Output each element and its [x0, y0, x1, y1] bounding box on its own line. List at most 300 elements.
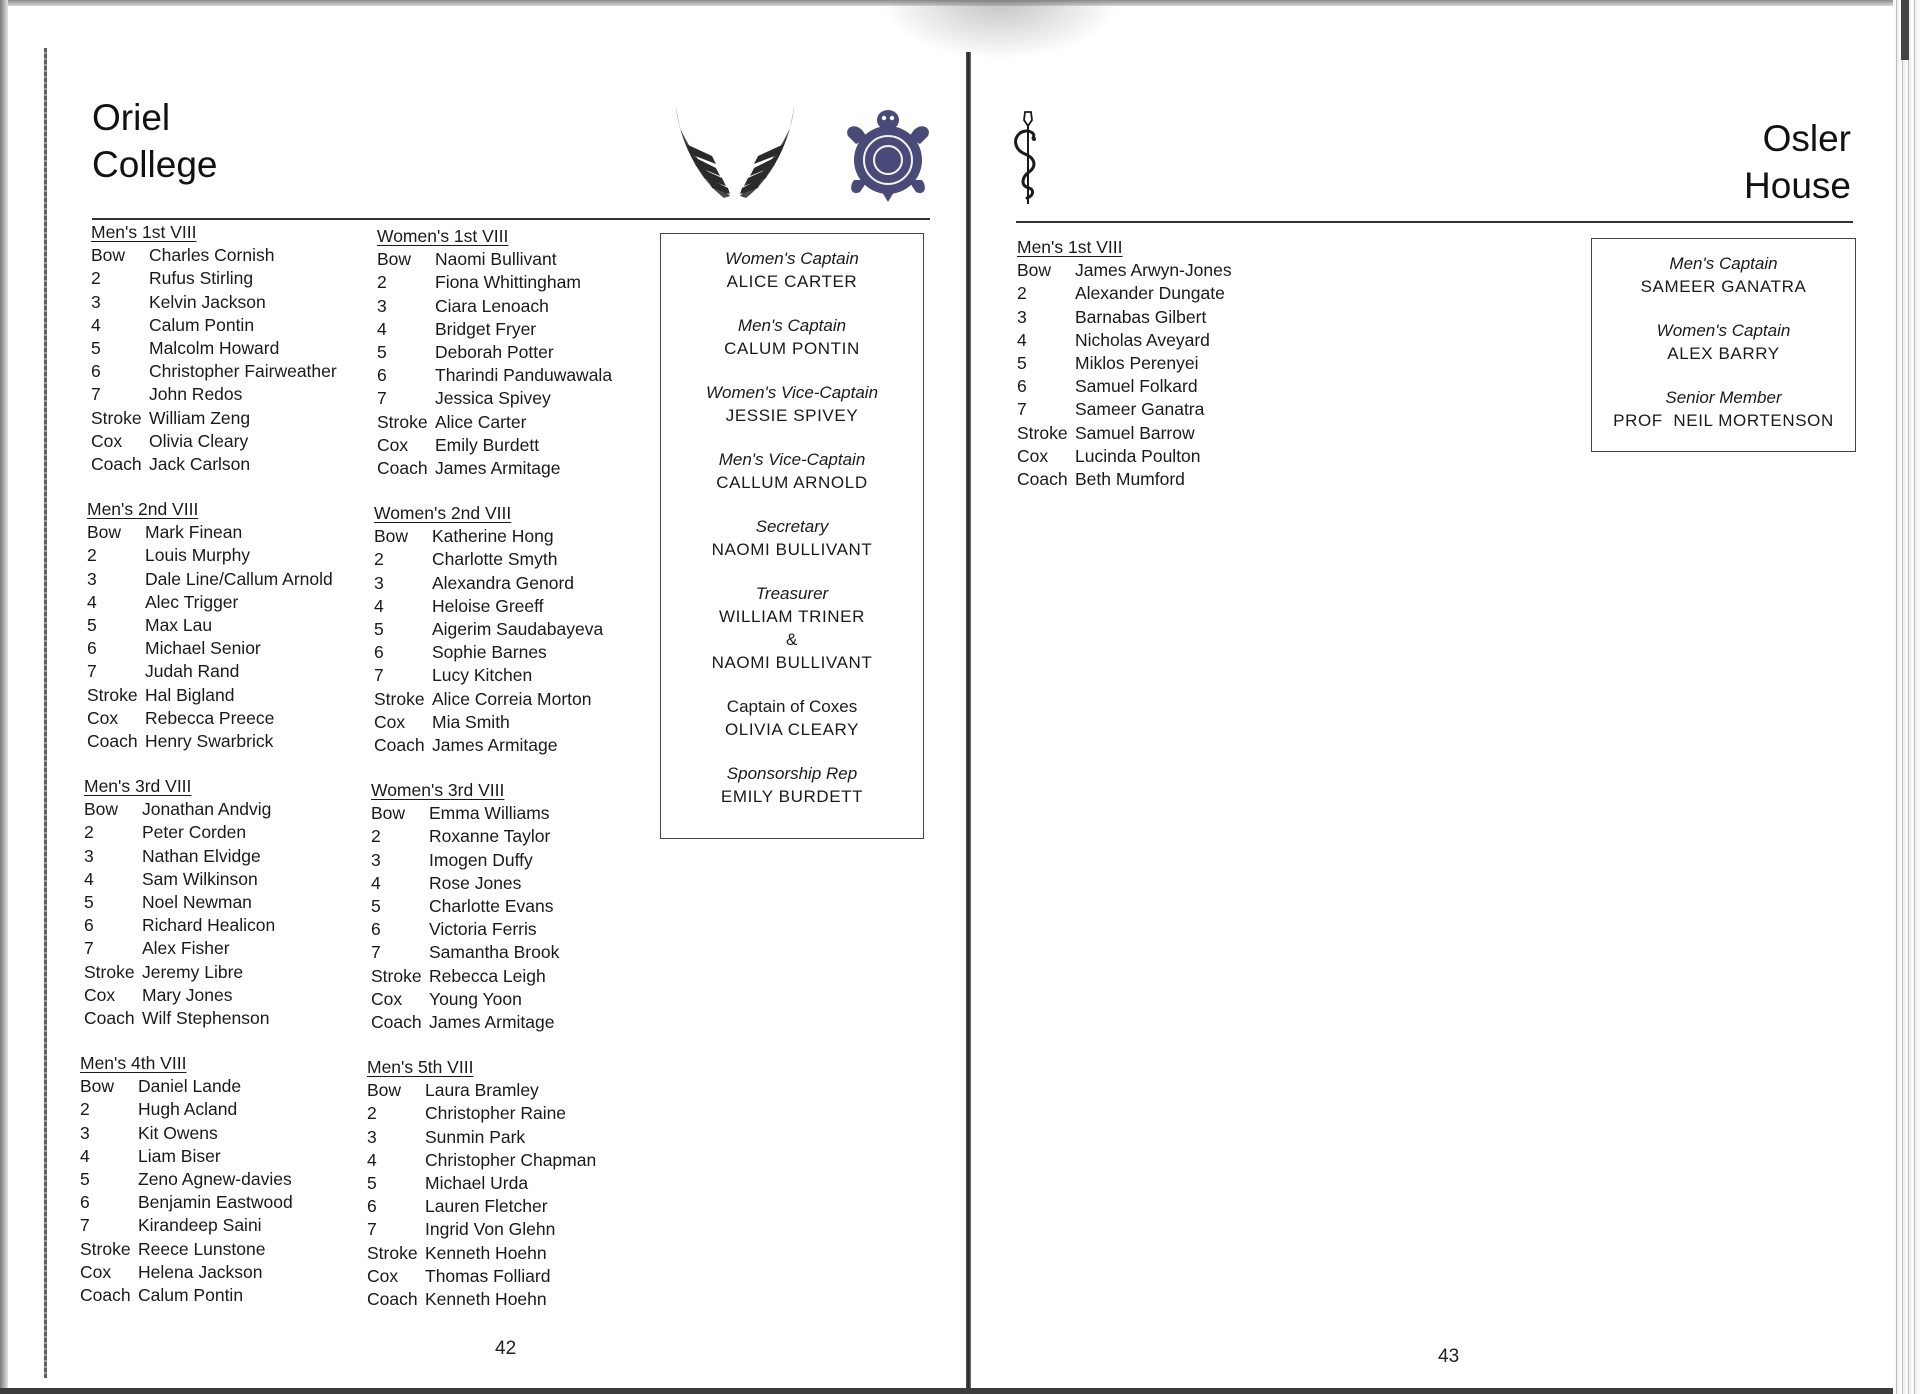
officer-name: NAOMI BULLIVANT — [711, 540, 873, 559]
officers-box — [1591, 238, 1856, 452]
crew-row — [84, 984, 275, 1007]
rower-name: Aigerim Saudabayeva — [432, 619, 604, 640]
officer-name: EMILY BURDETT — [720, 787, 864, 806]
officer-entry — [1592, 252, 1855, 298]
crew-row — [374, 711, 603, 734]
rower-name: Alice Carter — [435, 411, 527, 432]
rower-name: Henry Swarbrick — [145, 731, 274, 752]
crew-row — [1017, 352, 1232, 375]
rower-name: Benjamin Eastwood — [138, 1192, 293, 1213]
crew-womens-3rd-viii — [371, 779, 559, 1034]
rower-name: Mary Jones — [142, 984, 233, 1005]
rower-name: Helena Jackson — [138, 1261, 263, 1282]
crew-row — [374, 641, 603, 664]
crew-row — [84, 1007, 275, 1030]
crew-row — [377, 364, 612, 387]
rower-name: Bridget Fryer — [435, 318, 537, 339]
rower-name: Reece Lunstone — [138, 1238, 266, 1259]
crew-row — [91, 360, 337, 383]
crew-row — [367, 1126, 596, 1149]
seat-label: Cox — [374, 711, 406, 732]
rower-name: Hal Bigland — [145, 684, 235, 705]
crew-row — [91, 407, 337, 430]
crew-mens-1st-viii — [1017, 236, 1232, 491]
rower-name: Emily Burdett — [435, 434, 540, 455]
officer-name: ALICE CARTER — [726, 272, 858, 291]
crew-mens-4th-viii — [80, 1052, 293, 1307]
crew-row — [1017, 468, 1232, 491]
seat-label: Bow — [374, 526, 409, 547]
rower-name: Barnabas Gilbert — [1075, 306, 1207, 327]
seat-label: 3 — [84, 845, 94, 866]
rower-name: Rose Jones — [429, 872, 522, 893]
rod-of-asclepius-icon — [1011, 110, 1045, 206]
page-stack-edge — [1893, 0, 1920, 1394]
crew-heading: Women's 3rd VIII — [371, 780, 505, 800]
crew-row — [80, 1238, 293, 1261]
crew-row — [87, 614, 333, 637]
officer-entry — [661, 762, 923, 808]
rower-name: Charlotte Evans — [429, 896, 554, 917]
crew-row — [371, 988, 559, 1011]
title-line-2: House — [1744, 165, 1851, 206]
officer-entry — [1592, 319, 1855, 365]
seat-label: 5 — [84, 892, 94, 913]
seat-label: Coach — [367, 1289, 418, 1310]
crew-row — [91, 430, 337, 453]
title-divider — [92, 218, 930, 220]
crew-row — [84, 937, 275, 960]
seat-label: Bow — [377, 249, 412, 270]
seat-label: Coach — [374, 735, 425, 756]
rower-name: Charlotte Smyth — [432, 549, 558, 570]
crew-mens-2nd-viii — [87, 498, 333, 753]
crew-mens-1st-viii — [91, 221, 337, 476]
rower-name: Daniel Lande — [138, 1076, 242, 1097]
crew-row — [371, 825, 559, 848]
crew-row — [84, 891, 275, 914]
crew-row — [80, 1284, 293, 1307]
seat-label: 6 — [87, 638, 97, 659]
rower-name: Lauren Fletcher — [425, 1196, 548, 1217]
seat-label: 7 — [371, 942, 381, 963]
officer-role: Men's Captain — [1669, 254, 1778, 273]
seat-label: 3 — [87, 568, 97, 589]
seat-label: 4 — [374, 595, 384, 616]
rower-name: Rebecca Leigh — [429, 965, 546, 986]
crew-row — [374, 525, 603, 548]
seat-label: Stroke — [91, 407, 142, 428]
crew-row — [367, 1242, 596, 1265]
seat-label: 3 — [374, 572, 384, 593]
rower-name: John Redos — [149, 384, 243, 405]
rower-name: Jonathan Andvig — [142, 799, 272, 820]
crew-row — [84, 821, 275, 844]
crew-row — [374, 688, 603, 711]
seat-label: Cox — [371, 988, 403, 1009]
seat-label: 2 — [87, 545, 97, 566]
crew-row — [377, 271, 612, 294]
officer-entry — [1592, 386, 1855, 432]
crew-heading: Men's 1st VIII — [1017, 237, 1123, 257]
seat-label: 4 — [367, 1149, 377, 1170]
seat-label: Coach — [371, 1012, 422, 1033]
crew-row — [377, 295, 612, 318]
rower-name: Young Yoon — [429, 988, 522, 1009]
officer-role: Women's Captain — [1656, 321, 1791, 340]
rower-name: Samantha Brook — [429, 942, 560, 963]
seat-label: Bow — [91, 245, 126, 266]
crew-row — [91, 291, 337, 314]
rower-name: Christopher Raine — [425, 1103, 567, 1124]
crew-heading: Men's 4th VIII — [80, 1053, 187, 1073]
rower-name: Sunmin Park — [425, 1126, 526, 1147]
crew-row — [91, 314, 337, 337]
crew-row — [377, 434, 612, 457]
officer-role: Secretary — [755, 517, 829, 536]
seat-label: 7 — [377, 388, 387, 409]
seat-label: 4 — [371, 872, 381, 893]
seat-label: 5 — [371, 896, 381, 917]
crew-row — [1017, 306, 1232, 329]
rower-name: Lucinda Poulton — [1075, 445, 1201, 466]
crew-row — [80, 1122, 293, 1145]
seat-label: 2 — [84, 822, 94, 843]
rower-name: Ingrid Von Glehn — [425, 1219, 556, 1240]
crew-row — [367, 1079, 596, 1102]
seat-label: Coach — [1017, 469, 1068, 490]
rower-name: Richard Healicon — [142, 915, 276, 936]
seat-label: 4 — [84, 868, 94, 889]
seat-label: 7 — [87, 661, 97, 682]
seat-label: 2 — [80, 1099, 90, 1120]
rower-name: Wilf Stephenson — [142, 1008, 270, 1029]
seat-label: Bow — [87, 522, 122, 543]
crew-row — [84, 798, 275, 821]
crew-row — [374, 572, 603, 595]
crew-row — [371, 918, 559, 941]
crew-row — [87, 521, 333, 544]
officer-role: Captain of Coxes — [726, 697, 858, 716]
rower-name: Kit Owens — [138, 1122, 218, 1143]
officer-entry — [661, 582, 923, 674]
seat-label: 7 — [84, 938, 94, 959]
rower-name: Laura Bramley — [425, 1080, 539, 1101]
seat-label: 2 — [377, 272, 387, 293]
crew-row — [84, 961, 275, 984]
crew-row — [371, 872, 559, 895]
crew-row — [1017, 282, 1232, 305]
crew-row — [91, 383, 337, 406]
crew-row — [87, 591, 333, 614]
crew-mens-5th-viii — [367, 1056, 596, 1311]
crew-row — [1017, 259, 1232, 282]
seat-label: Bow — [1017, 260, 1052, 281]
crew-row — [87, 684, 333, 707]
rower-name: Katherine Hong — [432, 526, 554, 547]
officer-name: JESSIE SPIVEY — [725, 406, 859, 425]
seat-label: 4 — [377, 318, 387, 339]
seat-label: 2 — [91, 268, 101, 289]
seat-label: Cox — [87, 707, 119, 728]
seat-label: Coach — [87, 731, 138, 752]
crew-row — [1017, 329, 1232, 352]
rower-name: Sameer Ganatra — [1075, 399, 1205, 420]
officer-role: Men's Vice-Captain — [718, 450, 866, 469]
rower-name: Deborah Potter — [435, 342, 554, 363]
seat-label: Bow — [84, 799, 119, 820]
rower-name: Zeno Agnew-davies — [138, 1169, 292, 1190]
seat-label: Bow — [371, 803, 406, 824]
crew-heading: Men's 1st VIII — [91, 222, 197, 242]
rower-name: Roxanne Taylor — [429, 826, 551, 847]
seat-label: Stroke — [371, 965, 422, 986]
rower-name: Alex Fisher — [142, 938, 230, 959]
rower-name: Alexander Dungate — [1075, 283, 1225, 304]
rower-name: Thomas Folliard — [425, 1265, 551, 1286]
seat-label: 7 — [80, 1215, 90, 1236]
seat-label: Cox — [84, 984, 116, 1005]
crew-row — [371, 849, 559, 872]
rower-name: Alexandra Genord — [432, 572, 575, 593]
officer-name: SAMEER GANATRA — [1640, 277, 1807, 296]
crew-row — [367, 1288, 596, 1311]
rower-name: Olivia Cleary — [149, 430, 249, 451]
rower-name: Lucy Kitchen — [432, 665, 533, 686]
rower-name: Fiona Whittingham — [435, 272, 581, 293]
seat-label: 3 — [367, 1126, 377, 1147]
crew-row — [1017, 422, 1232, 445]
crew-row — [87, 707, 333, 730]
seat-label: 6 — [91, 361, 101, 382]
crew-row — [367, 1149, 596, 1172]
officer-role: Sponsorship Rep — [726, 764, 858, 783]
seat-label: Coach — [91, 454, 142, 475]
crew-womens-1st-viii — [377, 225, 612, 480]
title-line-1: Oriel — [92, 97, 171, 138]
seat-label: Stroke — [367, 1242, 418, 1263]
crew-row — [377, 248, 612, 271]
rower-name: Kirandeep Saini — [138, 1215, 262, 1236]
crew-row — [87, 568, 333, 591]
crew-row — [371, 895, 559, 918]
rower-name: Charles Cornish — [149, 245, 275, 266]
crew-row — [367, 1195, 596, 1218]
seat-label: 3 — [80, 1122, 90, 1143]
officer-entry — [661, 515, 923, 561]
seat-label: Cox — [91, 430, 123, 451]
crew-row — [80, 1168, 293, 1191]
rower-name: Samuel Folkard — [1075, 376, 1198, 397]
seat-label: 5 — [367, 1173, 377, 1194]
crew-row — [80, 1075, 293, 1098]
crew-row — [87, 637, 333, 660]
seat-label: Cox — [367, 1265, 399, 1286]
crew-row — [84, 845, 275, 868]
seat-label: 7 — [91, 384, 101, 405]
seat-label: 6 — [377, 365, 387, 386]
rower-name: Calum Pontin — [149, 314, 255, 335]
seat-label: 3 — [91, 291, 101, 312]
rower-name: Naomi Bullivant — [435, 249, 557, 270]
seat-label: Bow — [367, 1080, 402, 1101]
crew-row — [84, 914, 275, 937]
crew-row — [80, 1214, 293, 1237]
rower-name: Miklos Perenyei — [1075, 353, 1199, 374]
officer-entry — [661, 695, 923, 741]
page-number: 43 — [1438, 1346, 1460, 1367]
rower-name: Noel Newman — [142, 892, 252, 913]
crew-row — [1017, 375, 1232, 398]
seat-label: 6 — [84, 915, 94, 936]
crew-row — [91, 244, 337, 267]
seat-label: 4 — [1017, 329, 1027, 350]
seat-label: 4 — [80, 1145, 90, 1166]
seat-label: 6 — [367, 1196, 377, 1217]
officer-name: PROF NEIL MORTENSON — [1613, 411, 1834, 430]
wings-icon — [672, 104, 798, 200]
crew-row — [80, 1145, 293, 1168]
officer-entry — [661, 381, 923, 427]
seat-label: Stroke — [1017, 422, 1068, 443]
officer-role: Women's Vice-Captain — [705, 383, 879, 402]
crew-heading: Women's 2nd VIII — [374, 503, 512, 523]
seat-label: 3 — [1017, 306, 1027, 327]
seat-label: 5 — [87, 615, 97, 636]
crew-row — [374, 664, 603, 687]
officer-role: Men's Captain — [737, 316, 847, 335]
rower-name: James Armitage — [429, 1012, 555, 1033]
officer-role: Senior Member — [1665, 388, 1782, 407]
page-osler-house — [971, 0, 1893, 1394]
title-divider — [1016, 221, 1853, 223]
rower-name: Imogen Duffy — [429, 849, 533, 870]
crew-row — [87, 730, 333, 753]
crew-row — [371, 965, 559, 988]
crew-row — [80, 1191, 293, 1214]
seat-label: Coach — [377, 458, 428, 479]
seat-label: Bow — [80, 1076, 115, 1097]
crew-heading: Men's 5th VIII — [367, 1057, 474, 1077]
crew-row — [84, 868, 275, 891]
crew-row — [374, 618, 603, 641]
crew-row — [371, 941, 559, 964]
seat-label: 6 — [371, 919, 381, 940]
rower-name: Sophie Barnes — [432, 642, 547, 663]
officer-name: OLIVIA CLEARY — [724, 720, 860, 739]
rower-name: Nathan Elvidge — [142, 845, 261, 866]
officer-name: WILLIAM TRINER — [719, 607, 865, 626]
college-title — [92, 94, 217, 188]
seat-label: Stroke — [377, 411, 428, 432]
rower-name: Victoria Ferris — [429, 919, 537, 940]
seat-label: 7 — [1017, 399, 1027, 420]
crew-row — [80, 1098, 293, 1121]
officer-name: NAOMI BULLIVANT — [711, 653, 873, 672]
crew-heading: Men's 3rd VIII — [84, 776, 192, 796]
rower-name: James Armitage — [435, 458, 561, 479]
seat-label: 3 — [371, 849, 381, 870]
rower-name: Christopher Fairweather — [149, 361, 337, 382]
seat-label: Coach — [84, 1008, 135, 1029]
rower-name: James Armitage — [432, 735, 558, 756]
seat-label: Stroke — [374, 688, 425, 709]
officer-name-joiner: & — [786, 630, 798, 649]
seat-label: Stroke — [80, 1238, 131, 1259]
rower-name: Jessica Spivey — [435, 388, 551, 409]
seat-label: 2 — [371, 826, 381, 847]
rower-name: Michael Senior — [145, 638, 261, 659]
rower-name: Michael Urda — [425, 1173, 529, 1194]
rower-name: Rufus Stirling — [149, 268, 254, 289]
crew-row — [91, 453, 337, 476]
seat-label: 6 — [374, 642, 384, 663]
college-title — [1744, 115, 1851, 209]
seat-label: 2 — [374, 549, 384, 570]
rower-name: Kelvin Jackson — [149, 291, 266, 312]
officer-role: Treasurer — [755, 584, 829, 603]
crew-row — [377, 457, 612, 480]
rower-name: Ciara Lenoach — [435, 295, 549, 316]
officer-entry — [661, 314, 923, 360]
seat-label: 7 — [374, 665, 384, 686]
seat-label: 5 — [374, 619, 384, 640]
crew-row — [367, 1265, 596, 1288]
rower-name: James Arwyn-Jones — [1075, 260, 1232, 281]
officer-entry — [661, 247, 923, 293]
seat-label: 2 — [1017, 283, 1027, 304]
rower-name: Alec Trigger — [145, 591, 239, 612]
crew-row — [377, 318, 612, 341]
crew-row — [1017, 398, 1232, 421]
rower-name: Samuel Barrow — [1075, 422, 1195, 443]
rower-name: Jeremy Libre — [142, 961, 244, 982]
officer-entry — [661, 448, 923, 494]
crew-row — [367, 1172, 596, 1195]
crew-row — [367, 1102, 596, 1125]
seat-label: 5 — [80, 1169, 90, 1190]
seat-label: 6 — [1017, 376, 1027, 397]
crew-row — [1017, 445, 1232, 468]
crew-heading: Men's 2nd VIII — [87, 499, 199, 519]
seat-label: 7 — [367, 1219, 377, 1240]
crew-row — [374, 548, 603, 571]
crew-row — [87, 660, 333, 683]
seat-label: Cox — [1017, 445, 1049, 466]
crew-row — [374, 595, 603, 618]
rower-name: Dale Line/Callum Arnold — [145, 568, 333, 589]
rower-name: Kenneth Hoehn — [425, 1242, 547, 1263]
rower-name: Beth Mumford — [1075, 469, 1185, 490]
seat-label: 5 — [1017, 353, 1027, 374]
turtle-icon — [840, 108, 936, 204]
rower-name: Tharindi Panduwawala — [435, 365, 613, 386]
rower-name: Heloise Greeff — [432, 595, 544, 616]
crew-row — [371, 1011, 559, 1034]
crew-row — [377, 341, 612, 364]
rower-name: William Zeng — [149, 407, 251, 428]
crew-row — [80, 1261, 293, 1284]
seat-label: 5 — [377, 342, 387, 363]
crew-row — [377, 387, 612, 410]
title-line-1: Osler — [1762, 118, 1851, 159]
crew-row — [371, 802, 559, 825]
crew-mens-3rd-viii — [84, 775, 275, 1030]
seat-label: Cox — [80, 1261, 112, 1282]
officer-role: Women's Captain — [725, 249, 859, 268]
page-number: 42 — [495, 1338, 517, 1359]
seat-label: 4 — [91, 314, 101, 335]
